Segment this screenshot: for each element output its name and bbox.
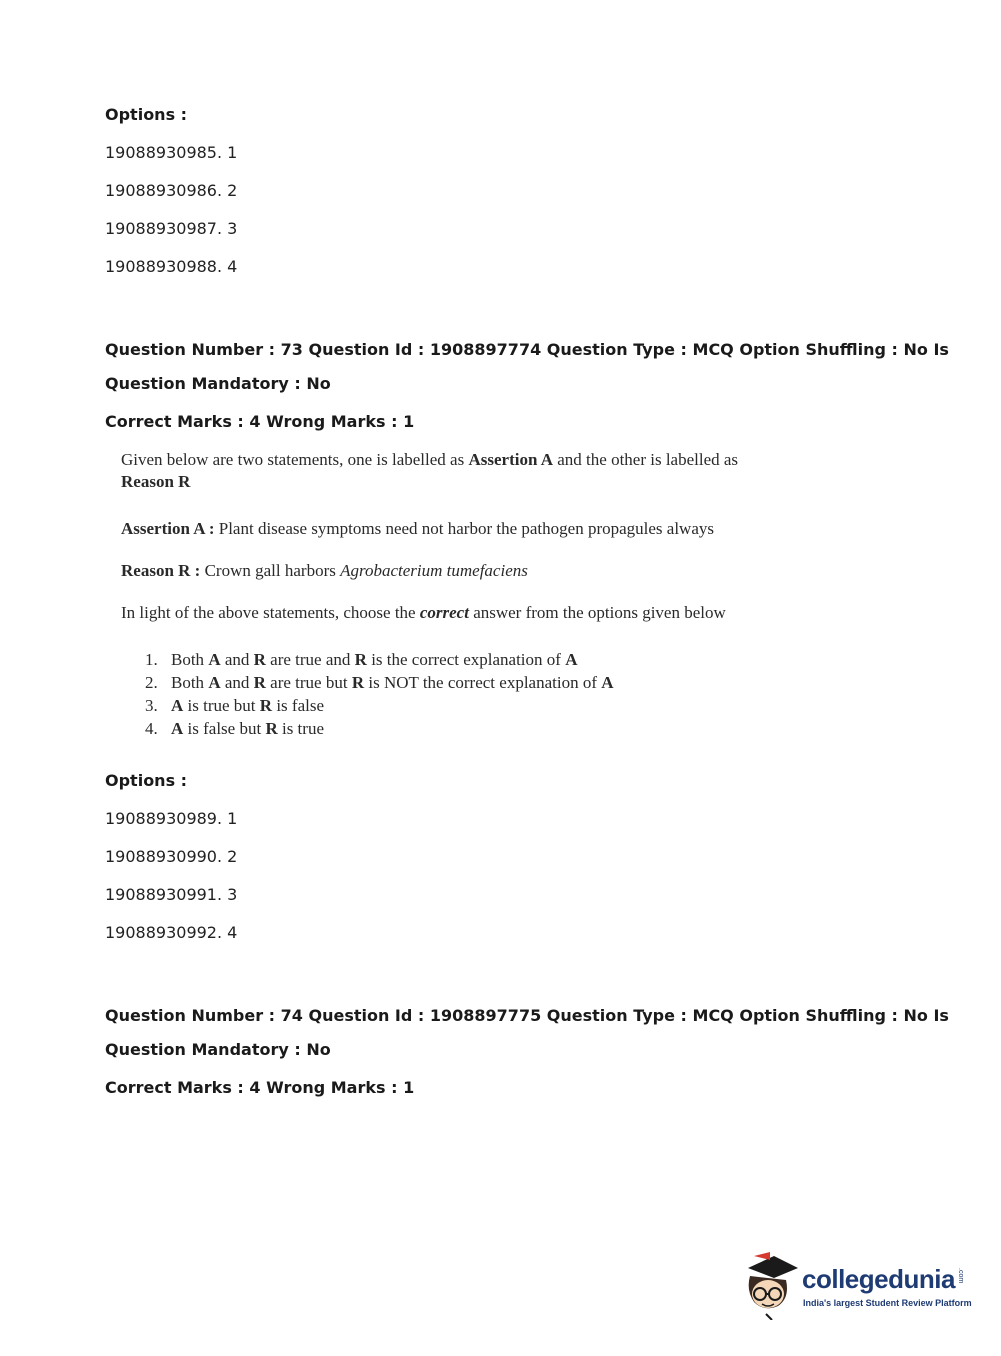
question-mandatory: Question Mandatory : No [105,374,331,393]
question-intro: Given below are two statements, one is labelled as Assertion A and the other is labelled as [121,450,739,469]
option-item: 19088930991. 3 [105,885,238,904]
option-item: 19088930987. 3 [105,219,238,238]
assertion-statement: Assertion A : Plant disease symptoms need not harbor the pathogen propagules always [121,519,714,538]
option-item: 19088930989. 1 [105,809,238,828]
choice-item: 3. A is true but R is false [145,696,324,715]
collegedunia-logo [740,1250,970,1320]
option-item: 19088930985. 1 [105,143,238,162]
options-label: Options : [105,105,188,124]
option-item: 19088930992. 4 [105,923,238,942]
question-marks: Correct Marks : 4 Wrong Marks : 1 [105,412,415,431]
option-item: 19088930986. 2 [105,181,238,200]
choice-item: 2. Both A and R are true but R is NOT the correct explanation of A [145,673,614,692]
options-label: Options : [105,771,188,790]
mascot-icon [740,1250,800,1320]
question-instruction: In light of the above statements, choose the correct answer from the options given below [121,603,726,622]
reason-statement: Reason R : Crown gall harbors Agrobacterium tumefaciens [121,561,528,580]
choice-item: 4. A is false but R is true [145,719,324,738]
question-intro-reason: Reason R [121,472,191,491]
option-item: 19088930988. 4 [105,257,238,276]
question-marks: Correct Marks : 4 Wrong Marks : 1 [105,1078,415,1097]
question-header: Question Number : 74 Question Id : 1908897775 Question Type : MCQ Option Shuffling : No Is [105,1006,949,1025]
choice-item: 1. Both A and R are true and R is the correct explanation of A [145,650,578,669]
question-header: Question Number : 73 Question Id : 1908897774 Question Type : MCQ Option Shuffling : No Is [105,340,949,359]
logo-com: .com [957,1268,964,1284]
option-item: 19088930990. 2 [105,847,238,866]
question-mandatory: Question Mandatory : No [105,1040,331,1059]
logo-name: collegedunia [802,1264,955,1294]
logo-tagline: India's largest Student Review Platform [803,1298,972,1308]
